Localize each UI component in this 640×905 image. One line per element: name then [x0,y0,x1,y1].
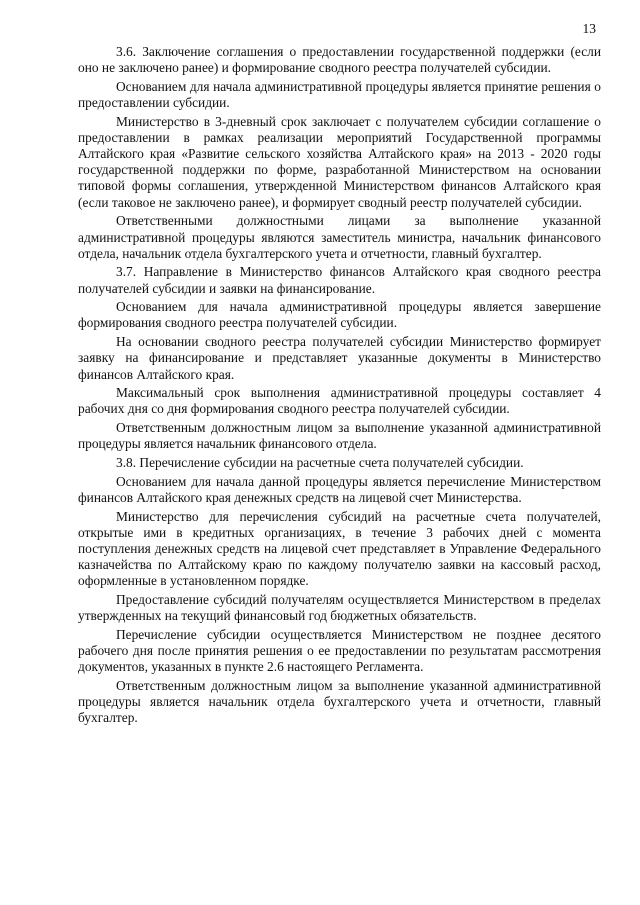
paragraph: Ответственными должностными лицами за выполнение указанной административной процедуры являются заместитель министра, начальник финансового отдела, начальник отдела бухгалтерского учета и отчетности, главный бухгалтер. [78,213,601,261]
paragraph: На основании сводного реестра получателей субсидии Министерство формирует заявку на финансирование и представляет указанные документы в Министерство финансов Алтайского края. [78,334,601,382]
paragraph: Максимальный срок выполнения административной процедуры составляет 4 рабочих дня со дня формирования сводного реестра получателей субсидии. [78,385,601,417]
paragraph: Основанием для начала данной процедуры является перечисление Министерством финансов Алтайского края денежных средств на лицевой счет Министерства. [78,473,601,505]
section-3-7-heading: 3.7. Направление в Министерство финансов Алтайского края сводного реестра получателей субсидии и заявки на финансирование. [78,264,601,296]
section-3-8-heading: 3.8. Перечисление субсидии на расчетные счета получателей субсидии. [116,455,524,471]
page-number: 13 [582,21,596,36]
paragraph: Ответственным должностным лицом за выполнение указанной административной процедуры является начальник финансового отдела. [78,420,601,452]
paragraph: Министерство в 3-дневный срок заключает с получателем субсидии соглашение о предоставлении в рамках реализации мероприятий Государственной программы Алтайского края «Развитие сельского хозяйства Алтайского края» на 2013 - 2020 годы государственной поддержки по форме, разработанной Министерством на основании типовой формы соглашения, утвержденной Министерством финансов Алтайского края (если таковое не заключено ранее), и формирует сводный реестр получателей субсидии. [78,113,601,210]
section-3-6-heading: 3.6. Заключение соглашения о предоставлении государственной поддержки (если оно не заключено ранее) и формирование сводного реестра получателей субсидии. [78,44,601,76]
paragraph: Основанием для начала административной процедуры является завершение формирования сводного реестра получателей субсидии. [78,299,601,331]
paragraph: Основанием для начала административной процедуры является принятие решения о предоставлении субсидии. [78,78,601,111]
paragraph: Перечисление субсидии осуществляется Министерством не позднее десятого рабочего дня после принятия решения о ее предоставлении по результатам рассмотрения документов, указанных в пункте 2.6 настоящего Регламента. [78,627,601,675]
document-body [78,44,601,727]
paragraph: Министерство для перечисления субсидий на расчетные счета получателей, открытые ими в кредитных организациях, в течение 3 рабочих дней с момента поступления денежных средств на лицевой счет представляет в Управление Федерального казначейства по Алтайскому краю по каждому получателю заявки на кассовый расход, оформленные в установленном порядке. [78,508,601,589]
paragraph: Ответственным должностным лицом за выполнение указанной административной процедуры является начальник отдела бухгалтерского учета и отчетности, главный бухгалтер. [78,678,601,726]
paragraph: Предоставление субсидий получателям осуществляется Министерством в пределах утвержденных на текущий финансовый год бюджетных обязательств. [78,592,601,624]
